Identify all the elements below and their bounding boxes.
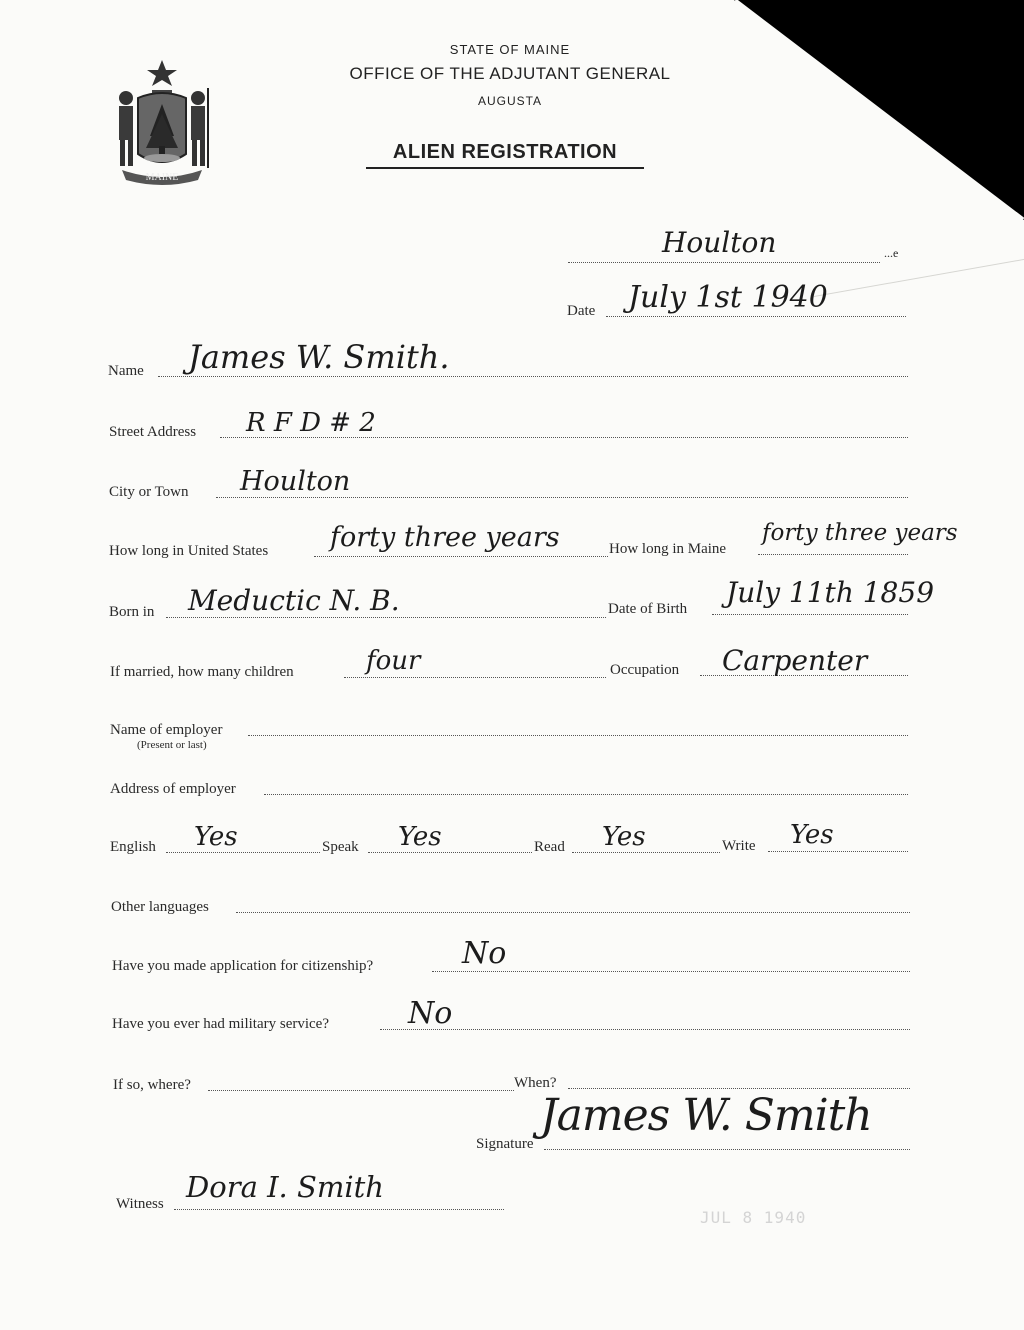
received-stamp: JUL 8 1940 [700, 1208, 807, 1227]
where-line [208, 1090, 514, 1091]
office-heading: OFFICE OF THE ADJUTANT GENERAL [349, 64, 671, 83]
born-in-value: Meductic N. B. [188, 584, 400, 617]
when-line [568, 1088, 910, 1089]
name-value: James W. Smith. [188, 338, 450, 376]
military-value: No [408, 996, 453, 1031]
employer-line [248, 735, 908, 736]
witness-label: Witness [116, 1196, 164, 1212]
place-label: ...e [884, 246, 899, 260]
born-in-line [166, 617, 606, 618]
english-label: English [110, 839, 156, 855]
citizenship-value: No [462, 936, 507, 971]
when-label: When? [514, 1075, 557, 1091]
citizenship-label: Have you made application for citizenship? [112, 958, 374, 974]
employer-address-label: Address of employer [110, 781, 236, 797]
employer-label: Name of employer [110, 722, 223, 738]
how-long-us-label: How long in United States [109, 543, 269, 559]
write-line [768, 851, 908, 852]
how-long-maine-line [758, 554, 908, 555]
witness-value: Dora I. Smith [186, 1170, 384, 1204]
street-value: R F D # 2 [246, 408, 376, 438]
title-underline [366, 167, 644, 169]
place-value: Houlton [662, 226, 777, 259]
write-value: Yes [790, 820, 834, 850]
seal-label: MAINE [145, 172, 179, 183]
name-line [158, 376, 908, 377]
city-label: City or Town [109, 484, 189, 500]
speak-label: Speak [322, 839, 359, 855]
city-line [216, 497, 908, 498]
occupation-label: Occupation [610, 662, 680, 678]
other-languages-line [236, 912, 910, 913]
form-title: ALIEN REGISTRATION [392, 141, 618, 163]
place-line [568, 262, 880, 263]
city-heading: AUGUSTA [477, 94, 543, 108]
children-line [344, 677, 606, 678]
english-value: Yes [194, 822, 238, 852]
witness-line [174, 1209, 504, 1210]
date-of-birth-line [712, 614, 908, 615]
name-label: Name [108, 363, 144, 379]
date-value: July 1st 1940 [628, 280, 828, 315]
date-line [606, 316, 906, 317]
state-heading: STATE OF MAINE [449, 42, 571, 57]
read-line [572, 852, 720, 853]
date-label: Date [567, 303, 596, 319]
date-of-birth-value: July 11th 1859 [726, 576, 935, 609]
date-of-birth-label: Date of Birth [608, 601, 688, 617]
read-label: Read [534, 839, 565, 855]
city-value: Houlton [240, 466, 351, 497]
how-long-us-line [314, 556, 608, 557]
maine-seal-icon [108, 58, 216, 186]
read-value: Yes [602, 822, 646, 852]
write-label: Write [722, 838, 756, 854]
where-label: If so, where? [113, 1077, 191, 1093]
other-languages-label: Other languages [111, 899, 209, 915]
born-in-label: Born in [109, 604, 155, 620]
english-line [166, 852, 320, 853]
military-line [380, 1029, 910, 1030]
signature-line [544, 1149, 910, 1150]
speak-value: Yes [398, 822, 442, 852]
employer-note: (Present or last) [137, 739, 207, 751]
children-value: four [366, 646, 421, 676]
how-long-us-value: forty three years [330, 522, 560, 553]
street-label: Street Address [109, 424, 197, 440]
employer-address-line [264, 794, 908, 795]
how-long-maine-label: How long in Maine [609, 541, 727, 557]
speak-line [368, 852, 532, 853]
military-label: Have you ever had military service? [112, 1016, 329, 1032]
signature-value: James W. Smith [540, 1090, 872, 1141]
citizenship-line [432, 971, 910, 972]
signature-label: Signature [476, 1136, 534, 1152]
occupation-value: Carpenter [722, 644, 868, 677]
how-long-maine-value: forty three years [762, 520, 958, 546]
children-label: If married, how many children [110, 664, 294, 680]
